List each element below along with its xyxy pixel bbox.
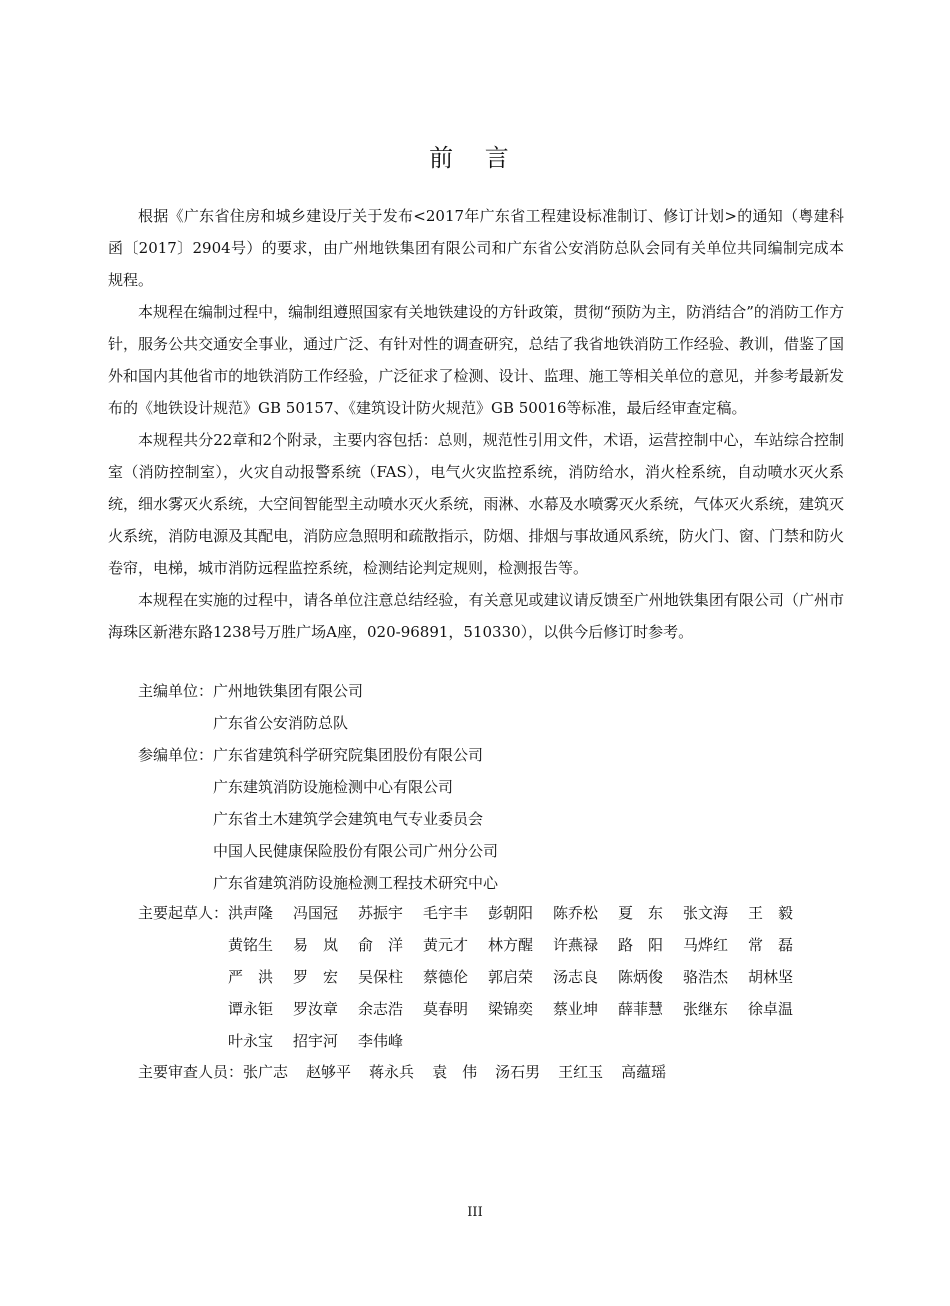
drafter-name: 薛菲慧 xyxy=(618,1000,664,1018)
drafter-name: 许燕禄 xyxy=(553,936,599,954)
drafter-name: 胡林坚 xyxy=(748,968,794,986)
drafter-name: 骆浩杰 xyxy=(683,968,729,986)
reviewer-name: 蒋永兵 xyxy=(369,1063,415,1081)
drafter-name: 易 岚 xyxy=(293,936,339,954)
reviewer-name: 张广志 xyxy=(243,1063,289,1081)
drafter-name: 林方醒 xyxy=(488,936,534,954)
participant-unit: 广东省土木建筑学会建筑电气专业委员会 xyxy=(213,810,484,828)
page-number: III xyxy=(467,1205,483,1220)
paragraph-4: 本规程在实施的过程中，请各单位注意总结经验，有关意见或建议请反馈至广州地铁集团有限公司（广州市海珠区新港东路1238号万胜广场A座，020-96891，510330），以供今后修订时参考。 xyxy=(108,591,844,641)
drafter-name: 汤志良 xyxy=(553,968,599,986)
drafter-name: 招宇河 xyxy=(293,1032,339,1050)
page-title: 前 言 xyxy=(429,144,521,172)
reviewers-section xyxy=(138,1056,850,1088)
drafter-name: 谭永钜 xyxy=(228,1000,274,1018)
drafter-name: 叶永宝 xyxy=(228,1032,274,1050)
chief-editor-unit: 广东省公安消防总队 xyxy=(213,714,349,732)
drafter-name: 郭启荣 xyxy=(488,968,534,986)
preface-body xyxy=(108,200,844,648)
participant-section xyxy=(138,739,850,899)
participant-unit: 广东建筑消防设施检测中心有限公司 xyxy=(213,778,454,796)
drafter-name: 吴保柱 xyxy=(358,968,404,986)
drafter-name: 李伟峰 xyxy=(358,1032,404,1050)
drafter-name: 王 毅 xyxy=(748,904,794,922)
drafters-list xyxy=(228,897,813,1057)
reviewer-name: 王红玉 xyxy=(558,1063,604,1081)
drafter-name: 莫春明 xyxy=(423,1000,469,1018)
chief-editor-unit: 广州地铁集团有限公司 xyxy=(213,682,364,700)
drafter-name: 黄铭生 xyxy=(228,936,274,954)
paragraph-3: 本规程共分22章和2个附录，主要内容包括：总则，规范性引用文件，术语，运营控制中心，车站综合控制室（消防控制室），火灾自动报警系统（FAS），电气火灾监控系统，消防给水，消火栓系统，自动喷水灭火系统，细水雾灭火系统，大空间智能型主动喷水灭火系统，雨淋、水幕及水喷雾灭火系统，气体灭火系统，建筑灭火系统，消防电源及其配电，消防应急照明和疏散指示，防烟、排烟与事故通风系统，防火门、窗、门禁和防火卷帘，电梯，城市消防远程监控系统，检测结论判定规则，检测报告等。 xyxy=(108,431,844,577)
drafter-name: 陈炳俊 xyxy=(618,968,664,986)
drafter-name: 冯国冠 xyxy=(293,904,339,922)
drafter-name: 张文海 xyxy=(683,904,729,922)
drafter-name: 马烨红 xyxy=(683,936,729,954)
drafters-section xyxy=(138,897,850,1057)
drafter-name: 蔡德伦 xyxy=(423,968,469,986)
chief-editor-section xyxy=(138,675,850,739)
participant-unit: 广东省建筑科学研究院集团股份有限公司 xyxy=(213,746,484,764)
drafter-name: 蔡业坤 xyxy=(553,1000,599,1018)
drafter-name: 路 阳 xyxy=(618,936,664,954)
drafter-name: 俞 洋 xyxy=(358,936,404,954)
drafter-name: 陈乔松 xyxy=(553,904,599,922)
drafter-name: 张继东 xyxy=(683,1000,729,1018)
chief-editor-label: 主编单位： xyxy=(138,682,214,700)
participant-unit: 广东省建筑消防设施检测工程技术研究中心 xyxy=(213,874,499,892)
participant-unit: 中国人民健康保险股份有限公司广州分公司 xyxy=(213,842,499,860)
drafter-name: 毛宇丰 xyxy=(423,904,469,922)
reviewers-list xyxy=(243,1056,666,1088)
drafter-name: 彭朝阳 xyxy=(488,904,534,922)
paragraph-2: 本规程在编制过程中，编制组遵照国家有关地铁建设的方针政策，贯彻“预防为主，防消结合”的消防工作方针，服务公共交通安全事业，通过广泛、有针对性的调查研究，总结了我省地铁消防工作经验、教训，借鉴了国外和国内其他省市的地铁消防工作经验，广泛征求了检测、设计、监理、施工等相关单位的意见，并参考最新发布的《地铁设计规范》GB 50157、《建筑设计防火规范》GB 50016等标准，最后经审查定稿。 xyxy=(108,303,844,417)
paragraph-1: 根据《广东省住房和城乡建设厅关于发布<2017年广东省工程建设标准制订、修订计划>的通知（粤建科函〔2017〕2904号）的要求，由广州地铁集团有限公司和广东省公安消防总队会同有关单位共同编制完成本规程。 xyxy=(108,207,844,289)
reviewer-name: 赵够平 xyxy=(306,1063,352,1081)
drafter-name: 夏 东 xyxy=(618,904,664,922)
drafter-name: 余志浩 xyxy=(358,1000,404,1018)
drafter-name: 黄元才 xyxy=(423,936,469,954)
reviewer-name: 袁 伟 xyxy=(432,1063,478,1081)
drafters-label: 主要起草人： xyxy=(138,904,229,922)
reviewer-name: 高蕴瑶 xyxy=(621,1063,667,1081)
reviewer-name: 汤石男 xyxy=(495,1063,541,1081)
drafter-name: 苏振宇 xyxy=(358,904,404,922)
drafter-name: 徐卓温 xyxy=(748,1000,794,1018)
participant-label: 参编单位： xyxy=(138,746,214,764)
reviewers-label: 主要审查人员： xyxy=(138,1063,244,1081)
drafter-name: 洪声隆 xyxy=(228,904,274,922)
drafter-name: 梁锦奕 xyxy=(488,1000,534,1018)
drafter-name: 罗汝章 xyxy=(293,1000,339,1018)
drafter-name: 罗 宏 xyxy=(293,968,339,986)
drafter-name: 常 磊 xyxy=(748,936,794,954)
drafter-name: 严 洪 xyxy=(228,968,274,986)
